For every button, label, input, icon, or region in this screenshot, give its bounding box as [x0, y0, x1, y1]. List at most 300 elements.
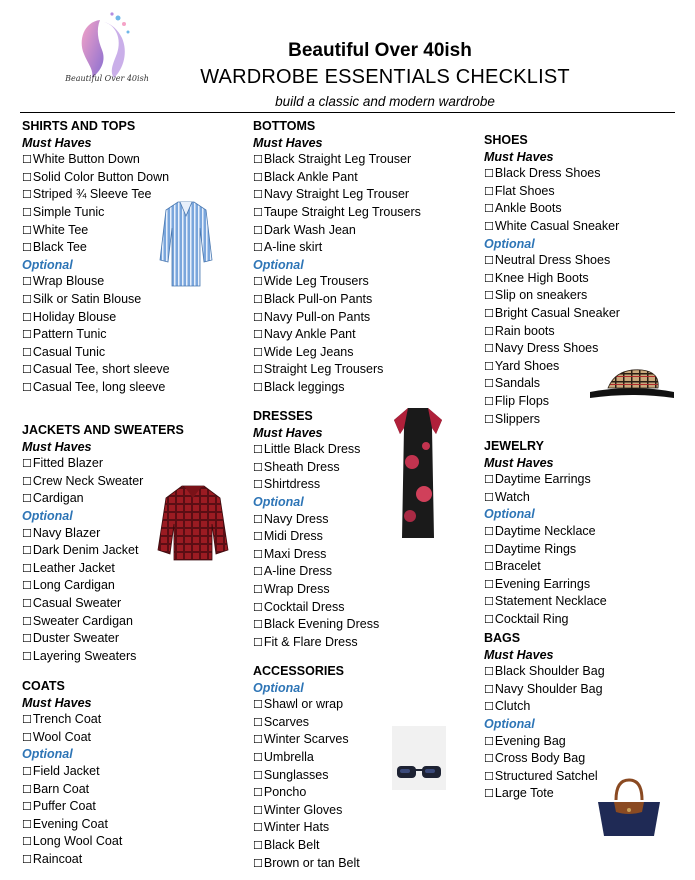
checkbox-icon[interactable]: ☐ [253, 188, 263, 202]
checkbox-icon[interactable]: ☐ [22, 241, 32, 255]
checklist-item[interactable] [253, 767, 360, 785]
checkbox-icon[interactable]: ☐ [253, 478, 263, 492]
checklist-item-label: Long Cardigan [32, 578, 115, 593]
checkbox-icon[interactable]: ☐ [484, 324, 494, 338]
checklist-item-label: Navy Pull-on Pants [263, 309, 371, 324]
checklist-item-label: Winter Hats [263, 820, 330, 835]
checklist-item[interactable] [253, 239, 421, 257]
checklist-item-label: A-line skirt [263, 240, 323, 255]
checklist-item-label: Umbrella [263, 749, 314, 764]
checklist-item-label: Layering Sweaters [32, 648, 137, 663]
checklist-item[interactable] [22, 379, 170, 397]
checklist-item[interactable] [253, 696, 360, 714]
checkbox-icon[interactable]: ☐ [253, 205, 263, 219]
checklist-item-label: Navy Straight Leg Trouser [263, 187, 410, 202]
checklist-item[interactable] [22, 151, 170, 169]
checkbox-icon[interactable]: ☐ [484, 490, 494, 504]
checkbox-icon[interactable]: ☐ [253, 275, 263, 289]
checkbox-icon[interactable]: ☐ [253, 803, 263, 817]
checklist-item[interactable] [484, 287, 620, 305]
checkbox-icon[interactable]: ☐ [253, 292, 263, 306]
checklist-item[interactable] [484, 411, 620, 429]
checklist-item-label: Navy Blazer [32, 525, 101, 540]
checklist-item[interactable] [22, 361, 170, 379]
optional-label: Optional [22, 747, 73, 762]
checkbox-icon[interactable]: ☐ [484, 377, 494, 391]
checkbox-icon[interactable]: ☐ [22, 713, 32, 727]
checklist-item[interactable] [253, 784, 360, 802]
optional-label: Optional [22, 257, 73, 272]
checkbox-icon[interactable]: ☐ [484, 734, 494, 748]
checklist-item-label: Casual Tee, short sleeve [32, 362, 170, 377]
checkbox-icon[interactable]: ☐ [484, 787, 494, 801]
checkbox-icon[interactable]: ☐ [484, 359, 494, 373]
checkbox-icon[interactable]: ☐ [22, 852, 32, 866]
section-coats [22, 678, 122, 869]
checkbox-icon[interactable]: ☐ [484, 612, 494, 626]
checkbox-icon[interactable]: ☐ [22, 730, 32, 744]
checklist-item[interactable] [22, 326, 170, 344]
checkbox-icon[interactable]: ☐ [22, 526, 32, 540]
checklist-item[interactable] [484, 523, 607, 541]
checklist-item-label: Structured Satchel [494, 768, 598, 783]
brand-name: Beautiful Over 40ish [288, 40, 472, 61]
checklist-item-label: Poncho [263, 785, 307, 800]
checkbox-icon[interactable]: ☐ [253, 821, 263, 835]
checkbox-icon[interactable]: ☐ [484, 412, 494, 426]
must-haves-label: Must Haves [484, 647, 554, 662]
checkbox-icon[interactable]: ☐ [253, 733, 263, 747]
checklist-item[interactable] [253, 616, 379, 634]
checklist-item-label: Casual Tee, long sleeve [32, 379, 166, 394]
checklist-item[interactable] [484, 611, 607, 629]
checklist-item[interactable] [22, 204, 170, 222]
checklist-item[interactable] [484, 200, 620, 218]
checkbox-icon[interactable]: ☐ [484, 306, 494, 320]
checkbox-icon[interactable]: ☐ [484, 219, 494, 233]
checkbox-icon[interactable]: ☐ [253, 153, 263, 167]
checklist-item-label: Black Belt [263, 837, 320, 852]
checkbox-icon[interactable]: ☐ [253, 363, 263, 377]
checkbox-icon[interactable]: ☐ [253, 547, 263, 561]
checklist-item-label: Holiday Blouse [32, 309, 117, 324]
header-divider [20, 112, 675, 113]
checklist-item-label: Navy Dress [263, 511, 329, 526]
checklist-item[interactable] [484, 305, 620, 323]
checklist-item[interactable] [253, 344, 421, 362]
checkbox-icon[interactable]: ☐ [253, 380, 263, 394]
checklist-item[interactable] [253, 714, 360, 732]
checklist-item[interactable] [484, 768, 605, 786]
checklist-item-label: Puffer Coat [32, 799, 96, 814]
checkbox-icon[interactable]: ☐ [484, 595, 494, 609]
checklist-item[interactable] [22, 169, 170, 187]
checklist-item[interactable] [253, 441, 379, 459]
checklist-item[interactable] [253, 459, 379, 477]
checklist-item[interactable] [253, 273, 421, 291]
checklist-item[interactable] [484, 471, 607, 489]
checklist-item-label: Sheath Dress [263, 459, 340, 474]
checklist-item-label: Black Shoulder Bag [494, 664, 605, 679]
checkbox-icon[interactable]: ☐ [22, 310, 32, 324]
checklist-item-label: Ankle Boots [494, 201, 562, 216]
section-heading: BAGS [484, 631, 521, 645]
checklist-item[interactable] [253, 204, 421, 222]
checkbox-icon[interactable]: ☐ [22, 764, 32, 778]
checklist-item[interactable] [253, 837, 360, 855]
checkbox-icon[interactable]: ☐ [22, 380, 32, 394]
checklist-item[interactable] [253, 511, 379, 529]
optional-label: Optional [22, 508, 73, 523]
checklist-item-label: Evening Coat [32, 816, 108, 831]
checklist-item-label: Pattern Tunic [32, 327, 107, 342]
checkbox-icon[interactable]: ☐ [253, 838, 263, 852]
plaid-slide-sandal-image [588, 362, 676, 402]
checklist-item[interactable] [22, 455, 184, 473]
checklist-item-label: Black leggings [263, 379, 345, 394]
checklist-item-label: Evening Earrings [494, 576, 591, 591]
checklist-item[interactable] [484, 558, 607, 576]
checkbox-icon[interactable]: ☐ [484, 560, 494, 574]
floral-dress-image [390, 406, 446, 540]
checklist-item[interactable] [484, 183, 620, 201]
checklist-item-label: Wool Coat [32, 729, 92, 744]
checklist-item[interactable] [484, 165, 620, 183]
checklist-item-label: Midi Dress [263, 529, 323, 544]
checklist-item[interactable] [253, 749, 360, 767]
optional-label: Optional [253, 680, 304, 695]
checklist-item-label: Maxi Dress [263, 546, 327, 561]
checkbox-icon[interactable]: ☐ [22, 188, 32, 202]
checkbox-icon[interactable]: ☐ [253, 241, 263, 255]
checklist-item-label: Watch [494, 489, 530, 504]
checklist-item[interactable] [253, 731, 360, 749]
checklist-item[interactable] [484, 733, 605, 751]
checkbox-icon[interactable]: ☐ [253, 768, 263, 782]
checkbox-icon[interactable]: ☐ [253, 856, 263, 870]
checklist-item-label: Cocktail Ring [494, 611, 569, 626]
checkbox-icon[interactable]: ☐ [484, 665, 494, 679]
section-heading: JEWELRY [484, 439, 544, 453]
checkbox-icon[interactable]: ☐ [484, 700, 494, 714]
checkbox-icon[interactable]: ☐ [22, 457, 32, 471]
checklist-item-label: White Casual Sneaker [494, 218, 620, 233]
checklist-item[interactable] [253, 599, 379, 617]
checkbox-icon[interactable]: ☐ [253, 750, 263, 764]
checklist-item-label: Navy Ankle Pant [263, 327, 356, 342]
checklist-item-label: Knee High Boots [494, 270, 589, 285]
checklist-item[interactable] [22, 186, 170, 204]
checkbox-icon[interactable]: ☐ [253, 512, 263, 526]
checklist-item[interactable] [253, 855, 360, 873]
checklist-item[interactable] [22, 577, 184, 595]
checkbox-icon[interactable]: ☐ [484, 289, 494, 303]
checklist-item-label: Slip on sneakers [494, 288, 588, 303]
checklist-item-label: Sweater Cardigan [32, 613, 133, 628]
checkbox-icon[interactable]: ☐ [22, 800, 32, 814]
checklist-item[interactable] [22, 851, 122, 869]
checkbox-icon[interactable]: ☐ [484, 254, 494, 268]
checkbox-icon[interactable]: ☐ [484, 184, 494, 198]
must-haves-label: Must Haves [22, 695, 92, 710]
checklist-item[interactable] [22, 763, 122, 781]
checklist-item[interactable] [253, 326, 421, 344]
checklist-item-label: Taupe Straight Leg Trousers [263, 204, 421, 219]
checkbox-icon[interactable]: ☐ [22, 649, 32, 663]
checklist-item[interactable] [253, 563, 379, 581]
checklist-item[interactable] [253, 802, 360, 820]
section-dresses [253, 408, 379, 651]
checklist-item[interactable] [484, 270, 620, 288]
checklist-item-label: Black Pull-on Pants [263, 291, 373, 306]
checklist-item-label: Shawl or wrap [263, 697, 344, 712]
logo-text: Beautiful Over 40ish [65, 74, 149, 83]
must-haves-label: Must Haves [22, 439, 92, 454]
checklist-item-label: Scarves [263, 714, 310, 729]
checklist-item[interactable] [22, 239, 170, 257]
checklist-item-label: Black Tee [32, 240, 87, 255]
checkbox-icon[interactable]: ☐ [484, 752, 494, 766]
section-jewelry [484, 438, 607, 629]
must-haves-label: Must Haves [253, 425, 323, 440]
checklist-item-label: Flat Shoes [494, 183, 555, 198]
checkbox-icon[interactable]: ☐ [22, 596, 32, 610]
checklist-item[interactable] [22, 711, 122, 729]
checklist-item-label: Casual Tunic [32, 344, 106, 359]
checklist-item[interactable] [253, 222, 421, 240]
checklist-item-label: Clutch [494, 699, 531, 714]
checklist-item-label: Black Ankle Pant [263, 169, 358, 184]
checklist-item[interactable] [484, 681, 605, 699]
checkbox-icon[interactable]: ☐ [22, 275, 32, 289]
checklist-item[interactable] [22, 595, 184, 613]
checkbox-icon[interactable]: ☐ [22, 474, 32, 488]
checklist-item[interactable] [22, 833, 122, 851]
checklist-item[interactable] [484, 663, 605, 681]
checklist-item[interactable] [253, 309, 421, 327]
checklist-item[interactable] [484, 785, 605, 803]
must-haves-label: Must Haves [484, 455, 554, 470]
checklist-item-label: White Tee [32, 222, 89, 237]
checkbox-icon[interactable]: ☐ [253, 635, 263, 649]
checklist-item[interactable] [22, 222, 170, 240]
navy-tote-bag-image [592, 778, 666, 840]
checklist-item[interactable] [484, 340, 620, 358]
checklist-item[interactable] [22, 816, 122, 834]
checkbox-icon[interactable]: ☐ [22, 153, 32, 167]
checkbox-icon[interactable]: ☐ [484, 202, 494, 216]
checkbox-icon[interactable]: ☐ [484, 271, 494, 285]
checklist-item-label: Leather Jacket [32, 560, 115, 575]
checklist-item-label: Slippers [494, 411, 541, 426]
checklist-item-label: Black Evening Dress [263, 617, 380, 632]
checklist-item-label: Crew Neck Sweater [32, 473, 144, 488]
checklist-item[interactable] [253, 634, 379, 652]
checkbox-icon[interactable]: ☐ [22, 632, 32, 646]
checklist-item[interactable] [22, 781, 122, 799]
checklist-item-label: Winter Scarves [263, 732, 349, 747]
must-haves-label: Must Haves [253, 135, 323, 150]
checkbox-icon[interactable]: ☐ [22, 205, 32, 219]
checklist-item[interactable] [253, 819, 360, 837]
checkbox-icon[interactable]: ☐ [484, 167, 494, 181]
checklist-item-label: Bracelet [494, 559, 541, 574]
checklist-item-label: A-line Dress [263, 564, 332, 579]
checklist-item[interactable] [484, 698, 605, 716]
checklist-item[interactable] [253, 151, 421, 169]
optional-label: Optional [253, 494, 304, 509]
checklist-item[interactable] [484, 750, 605, 768]
checkbox-icon[interactable]: ☐ [22, 292, 32, 306]
checklist-item-label: Wrap Dress [263, 581, 330, 596]
checklist-item-label: Fit & Flare Dress [263, 634, 358, 649]
checkbox-icon[interactable]: ☐ [253, 530, 263, 544]
checklist-item-label: Casual Sweater [32, 595, 122, 610]
checkbox-icon[interactable]: ☐ [253, 600, 263, 614]
checklist-item-label: Cocktail Dress [263, 599, 345, 614]
checkbox-icon[interactable]: ☐ [253, 170, 263, 184]
checklist-item-label: Solid Color Button Down [32, 169, 170, 184]
must-haves-label: Must Haves [484, 149, 554, 164]
checklist-item[interactable] [253, 169, 421, 187]
checklist-item[interactable] [253, 186, 421, 204]
checklist-item-label: Wide Leg Jeans [263, 344, 354, 359]
checklist-item[interactable] [22, 648, 184, 666]
checklist-item[interactable] [22, 798, 122, 816]
checklist-item[interactable] [484, 576, 607, 594]
checklist-item-label: Navy Dress Shoes [494, 341, 599, 356]
checklist-item[interactable] [253, 476, 379, 494]
checklist-item[interactable] [22, 729, 122, 747]
checklist-item-label: White Button Down [32, 152, 140, 167]
sunglasses-image [392, 726, 446, 790]
checkbox-icon[interactable]: ☐ [22, 492, 32, 506]
checkbox-icon[interactable]: ☐ [22, 561, 32, 575]
checkbox-icon[interactable]: ☐ [22, 223, 32, 237]
checklist-item[interactable] [253, 379, 421, 397]
checkbox-icon[interactable]: ☐ [484, 542, 494, 556]
optional-label: Optional [484, 716, 535, 731]
checkbox-icon[interactable]: ☐ [22, 544, 32, 558]
checklist-item-label: Sandals [494, 376, 541, 391]
checklist-item-label: Daytime Necklace [494, 523, 596, 538]
checklist-item-label: Trench Coat [32, 712, 102, 727]
checklist-item-label: Straight Leg Trousers [263, 362, 384, 377]
checklist-item[interactable] [484, 593, 607, 611]
checklist-item-label: Navy Shoulder Bag [494, 681, 603, 696]
checkbox-icon[interactable]: ☐ [253, 565, 263, 579]
checklist-item[interactable] [22, 273, 170, 291]
checkbox-icon[interactable]: ☐ [253, 328, 263, 342]
checkbox-icon[interactable]: ☐ [253, 618, 263, 632]
checklist-item-label: Shirtdress [263, 477, 321, 492]
checklist-item-label: Striped ¾ Sleeve Tee [32, 187, 152, 202]
checklist-item-label: Brown or tan Belt [263, 855, 360, 870]
checklist-item[interactable] [253, 528, 379, 546]
checkbox-icon[interactable]: ☐ [484, 524, 494, 538]
optional-label: Optional [253, 257, 304, 272]
checklist-item[interactable] [22, 291, 170, 309]
red-plaid-jacket-image [156, 484, 230, 564]
checkbox-icon[interactable]: ☐ [22, 614, 32, 628]
checkbox-icon[interactable]: ☐ [22, 817, 32, 831]
checkbox-icon[interactable]: ☐ [253, 443, 263, 457]
checklist-item[interactable] [22, 630, 184, 648]
checklist-item[interactable] [253, 361, 421, 379]
section-heading: SHOES [484, 133, 528, 147]
checkbox-icon[interactable]: ☐ [253, 786, 263, 800]
checkbox-icon[interactable]: ☐ [22, 782, 32, 796]
checklist-item[interactable] [484, 489, 607, 507]
checklist-item[interactable] [253, 581, 379, 599]
checklist-item[interactable] [22, 344, 170, 362]
checklist-item-label: Simple Tunic [32, 204, 105, 219]
checklist-item-label: Dark Denim Jacket [32, 543, 139, 558]
section-heading: SHIRTS AND TOPS [22, 119, 136, 133]
checkbox-icon[interactable]: ☐ [484, 394, 494, 408]
checklist-item-label: Cardigan [32, 491, 84, 506]
must-haves-label: Must Haves [22, 135, 92, 150]
checklist-item-label: Daytime Rings [494, 541, 577, 556]
checklist-item-label: Wide Leg Trousers [263, 274, 369, 289]
checklist-item-label: Wrap Blouse [32, 274, 105, 289]
checkbox-icon[interactable]: ☐ [253, 310, 263, 324]
section-bags [484, 630, 605, 803]
checklist-item-label: Yard Shoes [494, 358, 560, 373]
checkbox-icon[interactable]: ☐ [22, 328, 32, 342]
section-heading: BOTTOMS [253, 119, 316, 133]
checkbox-icon[interactable]: ☐ [253, 698, 263, 712]
checklist-item-label: Field Jacket [32, 763, 100, 778]
checkbox-icon[interactable]: ☐ [253, 223, 263, 237]
checkbox-icon[interactable]: ☐ [22, 170, 32, 184]
checkbox-icon[interactable]: ☐ [22, 579, 32, 593]
checklist-item-label: Long Wool Coat [32, 834, 123, 849]
checklist-item-label: Winter Gloves [263, 802, 343, 817]
checklist-item[interactable] [22, 309, 170, 327]
checklist-item[interactable] [22, 613, 184, 631]
checkbox-icon[interactable]: ☐ [484, 769, 494, 783]
section-heading: DRESSES [253, 409, 313, 423]
checkbox-icon[interactable]: ☐ [253, 715, 263, 729]
checkbox-icon[interactable]: ☐ [484, 577, 494, 591]
checkbox-icon[interactable]: ☐ [22, 345, 32, 359]
checkbox-icon[interactable]: ☐ [484, 682, 494, 696]
checklist-item-label: Flip Flops [494, 393, 550, 408]
striped-shirt-image [158, 200, 214, 290]
checkbox-icon[interactable]: ☐ [22, 363, 32, 377]
checkbox-icon[interactable]: ☐ [253, 345, 263, 359]
optional-label: Optional [484, 507, 535, 522]
checkbox-icon[interactable]: ☐ [484, 342, 494, 356]
checkbox-icon[interactable]: ☐ [253, 460, 263, 474]
page-title: WARDROBE ESSENTIALS CHECKLIST [200, 66, 570, 88]
checklist-item-label: Raincoat [32, 851, 83, 866]
checklist-item[interactable] [484, 541, 607, 559]
checklist-item[interactable] [484, 218, 620, 236]
checklist-item[interactable] [253, 291, 421, 309]
checklist-item[interactable] [484, 252, 620, 270]
checklist-item-label: Large Tote [494, 786, 554, 801]
checkbox-icon[interactable]: ☐ [253, 582, 263, 596]
page-subtitle: build a classic and modern wardrobe [275, 94, 495, 109]
checklist-item[interactable] [484, 323, 620, 341]
checkbox-icon[interactable]: ☐ [484, 473, 494, 487]
section-heading: COATS [22, 679, 65, 693]
checkbox-icon[interactable]: ☐ [22, 835, 32, 849]
checklist-item[interactable] [253, 546, 379, 564]
checklist-item-label: Cross Body Bag [494, 751, 586, 766]
